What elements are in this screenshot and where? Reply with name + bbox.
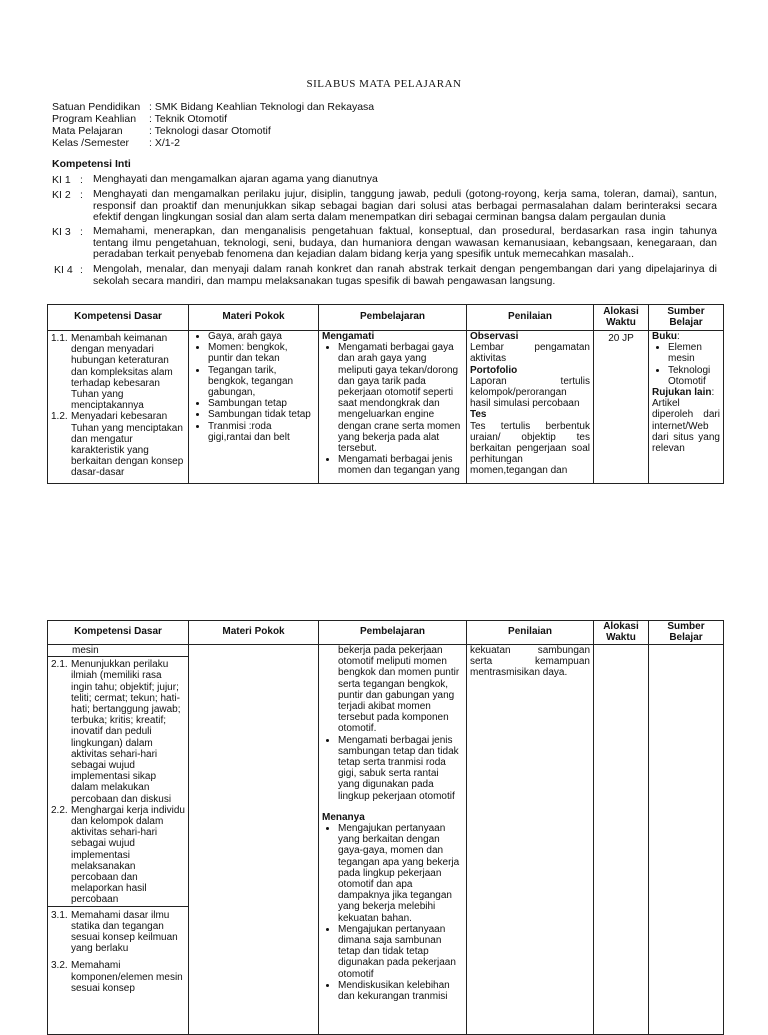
kd-cell [48, 331, 189, 484]
kd-item: 2.1. Menunjukkan perilaku ilmiah (memiliki rasa ingin tahu; objektif; jujur; teliti; cermat; tekun; hati-hati; bertanggung jawab; terbuka; kritis; kreatif; inovatif dan peduli lingkungan) dalam aktivitas sehari-hari sebagai wujud implementasi sikap dalam melakukan percobaan dan diskusi [51, 659, 181, 805]
pembelajaran-continue: bekerja pada pekerjaan otomotif meliputi momen bengkok dan momen puntir serta tegangan bengkok, puntir dan gabungan yang terjadi akibat momen tersebut pada komponen otomotif. [338, 645, 460, 735]
observasi-text: Lembar pengamatan aktivitas [470, 342, 590, 365]
kd-cell [48, 645, 189, 1035]
tes-text: Tes tertulis berbentuk uraian/ objektip tes berkaitan pengerjaan soal perhitungan momen,tegangan dan [470, 420, 590, 477]
header-sumber-belajar: Sumber Belajar [649, 621, 724, 645]
materi-item: • Tegangan tarik, bengkok, tegangan gabungan, [208, 365, 315, 399]
header-sumber-belajar: Sumber Belajar [649, 305, 724, 331]
identity-label: Satuan Pendidikan [52, 101, 141, 113]
alokasi-value: 20 JP [608, 333, 634, 344]
header-materi-pokok: Materi Pokok [189, 305, 319, 331]
header-alokasi-waktu: Alokasi Waktu [594, 621, 649, 645]
kd-continue: mesin [72, 645, 99, 656]
sumber-cell [649, 645, 724, 1035]
ki-code: KI 4 [54, 264, 73, 276]
mengamati-heading: Mengamati [322, 331, 375, 342]
header-penilaian: Penilaian [467, 305, 594, 331]
materi-item: • Sambungan tetap [208, 398, 315, 409]
materi-item: • Tranmisi :roda gigi,rantai dan belt [208, 421, 315, 443]
pembelajaran-item: • Mengamati berbagai gaya dan arah gaya yang meliputi gaya tekan/dorong dan gaya tarik pada pekerjaan otomotif seperti saat mendongkrak dan mengeluarkan engine dengan crane serta momen yang bekerja pada alat tersebut. [338, 342, 463, 454]
buku-item: • Teknologi Otomotif [668, 365, 720, 387]
pembelajaran-cell [319, 331, 467, 484]
identity-value: : Teknologi dasar Otomotif [149, 125, 271, 137]
header-kompetensi-dasar: Kompetensi Dasar [48, 305, 189, 331]
ki-heading: Kompetensi Inti [52, 158, 131, 170]
table-header-row [48, 621, 724, 645]
buku-label: Buku [652, 331, 677, 342]
ki-code: KI 3 [52, 226, 71, 238]
ki-text: Memahami, menerapkan, dan menganalisis pengetahuan faktual, konseptual, dan prosedural, berdasarkan rasa ingin tahunya tentang ilmu pengetahuan, teknologi, seni, budaya, dan humaniora dengan wawasan kemanusiaan, kebangsaan, kenegaraan, dan peradaban terkait penyebab fenomena dan kejadian dalam bidang kerja yang spesifik untuk memecahkan masalah.. [93, 225, 717, 261]
portofolio-heading: Portofolio [470, 364, 518, 376]
ki-separator: : [80, 189, 83, 201]
kd-item: 3.1. Memahami dasar ilmu statika dan tegangan sesuai konsep keilmuan yang berlaku [51, 909, 178, 955]
penilaian-cell [467, 331, 594, 484]
ki-code: KI 2 [52, 189, 71, 201]
header-materi-pokok: Materi Pokok [189, 621, 319, 645]
identity-label: Program Keahlian [52, 113, 137, 125]
kd-item: 1.2. Menyadari kebesaran Tuhan yang menciptakan dan mengatur karakteristik yang berkaitan dengan konsep dasar-dasar [51, 411, 184, 479]
sumber-cell: Buku: • Elemen mesin • Teknologi Otomotif Rujukan lain: Artikel diperoleh dari internet/Web dari situs yang relevan [649, 331, 724, 484]
pembelajaran-cell [319, 645, 467, 1035]
buku-item: • Elemen mesin [668, 342, 720, 364]
ki-text: Menghayati dan mengamalkan ajaran agama yang dianutnya [93, 173, 378, 185]
pembelajaran-item: • Mengajukan pertanyaan yang berkaitan dengan gaya-gaya, momen dan tegangan apa yang bekerja pada lingkup pekerjaan otomotif dan apa dampaknya jika tegangan yang bekerja melebihi kekuatan bahan. [338, 823, 463, 924]
pembelajaran-item: • Mendiskusikan kelebihan dan kekurangan tranmisi [338, 980, 463, 1002]
header-pembelajaran: Pembelajaran [319, 305, 467, 331]
identity-value: : X/1-2 [149, 137, 180, 149]
kd-item: 2.2. Menghargai kerja individu dan kelompok dalam aktivitas sehari-hari sebagai wujud implementasi melaksanakan percobaan dan melaporkan hasil percobaan [51, 804, 185, 906]
materi-item: • Sambungan tidak tetap [208, 409, 315, 420]
kd-item: 3.2. Memahami komponen/elemen mesin sesuai konsep [51, 960, 183, 994]
table-row [48, 645, 724, 1035]
header-kompetensi-dasar: Kompetensi Dasar [48, 621, 189, 645]
materi-cell [189, 331, 319, 484]
identity-label: Mata Pelajaran [52, 125, 123, 137]
identity-value: : SMK Bidang Keahlian Teknologi dan Rekayasa [149, 101, 375, 113]
portofolio-text: Laporan tertulis kelompok/perorangan hasil simulasi percobaan [470, 375, 590, 410]
alokasi-cell [594, 645, 649, 1035]
ki-separator: : [80, 264, 83, 276]
syllabus-table-2 [47, 620, 724, 1035]
page-title: SILABUS MATA PELAJARAN [306, 78, 462, 90]
menanya-heading: Menanya [322, 811, 365, 823]
penilaian-cell [467, 645, 594, 1035]
header-penilaian: Penilaian [467, 621, 594, 645]
header-pembelajaran: Pembelajaran [319, 621, 467, 645]
ki-separator: : [80, 226, 83, 238]
materi-cell [189, 645, 319, 1035]
observasi-heading: Observasi [470, 331, 519, 342]
alokasi-cell [594, 331, 649, 484]
materi-item: • Gaya, arah gaya [208, 331, 315, 342]
identity-value: : Teknik Otomotif [149, 113, 228, 125]
table-row [48, 331, 724, 484]
rujukan-text: Artikel diperoleh dari internet/Web dari situs yang relevan [652, 398, 720, 455]
materi-item: • Momen: bengkok, puntir dan tekan [208, 342, 315, 364]
ki-text: Mengolah, menalar, dan menyaji dalam ranah konkret dan ranah abstrak terkait dengan pengembangan dari yang dipelajarinya di sekolah secara mandiri, dan mampu melaksanakan tugas spesifik di bawah pengawasan langsung. [93, 263, 717, 287]
rujukan-label: Rujukan lain [652, 387, 712, 399]
ki-text: Menghayati dan mengamalkan perilaku jujur, disiplin, tanggung jawab, peduli (gotong-royong, kerja sama, toleran, damai), santun, responsif dan proaktif dan menunjukkan sikap sebagai bagian dari solusi atas berbagai permasalahan dalam berinteraksi secara efektif dengan lingkungan sosial dan alam serta dalam menempatkan diri sebagai cerminan bangsa dalam pergaulan dunia [93, 188, 717, 224]
kd-item: 1.1. Menambah keimanan dengan menyadari hubungan keteraturan dan kompleksitas alam terhadap kebesaran Tuhan yang menciptakannya [51, 333, 173, 412]
table-header-row [48, 305, 724, 331]
header-alokasi-waktu: Alokasi Waktu [594, 305, 649, 331]
ki-separator: : [80, 174, 83, 186]
pembelajaran-item: • Mengamati berbagai jenis sambungan tetap dan tidak tetap serta tranmisi roda gigi, sabuk serta rantai yang digunakan pada lingkup pekerjaan otomotif [338, 735, 463, 802]
ki-code: KI 1 [52, 174, 71, 186]
tes-heading: Tes [470, 409, 487, 421]
penilaian-continue: kekuatan sambungan serta kemampuan mentrasmisikan daya. [470, 645, 590, 679]
pembelajaran-item: • Mengajukan pertanyaan dimana saja sambunan tetap dan tidak tetap digunakan pada pekerjaan otomotif [338, 924, 463, 980]
syllabus-table-1 [47, 304, 724, 484]
pembelajaran-item: • Mengamati berbagai jenis momen dan tegangan yang [338, 454, 463, 476]
identity-label: Kelas /Semester [52, 137, 130, 149]
